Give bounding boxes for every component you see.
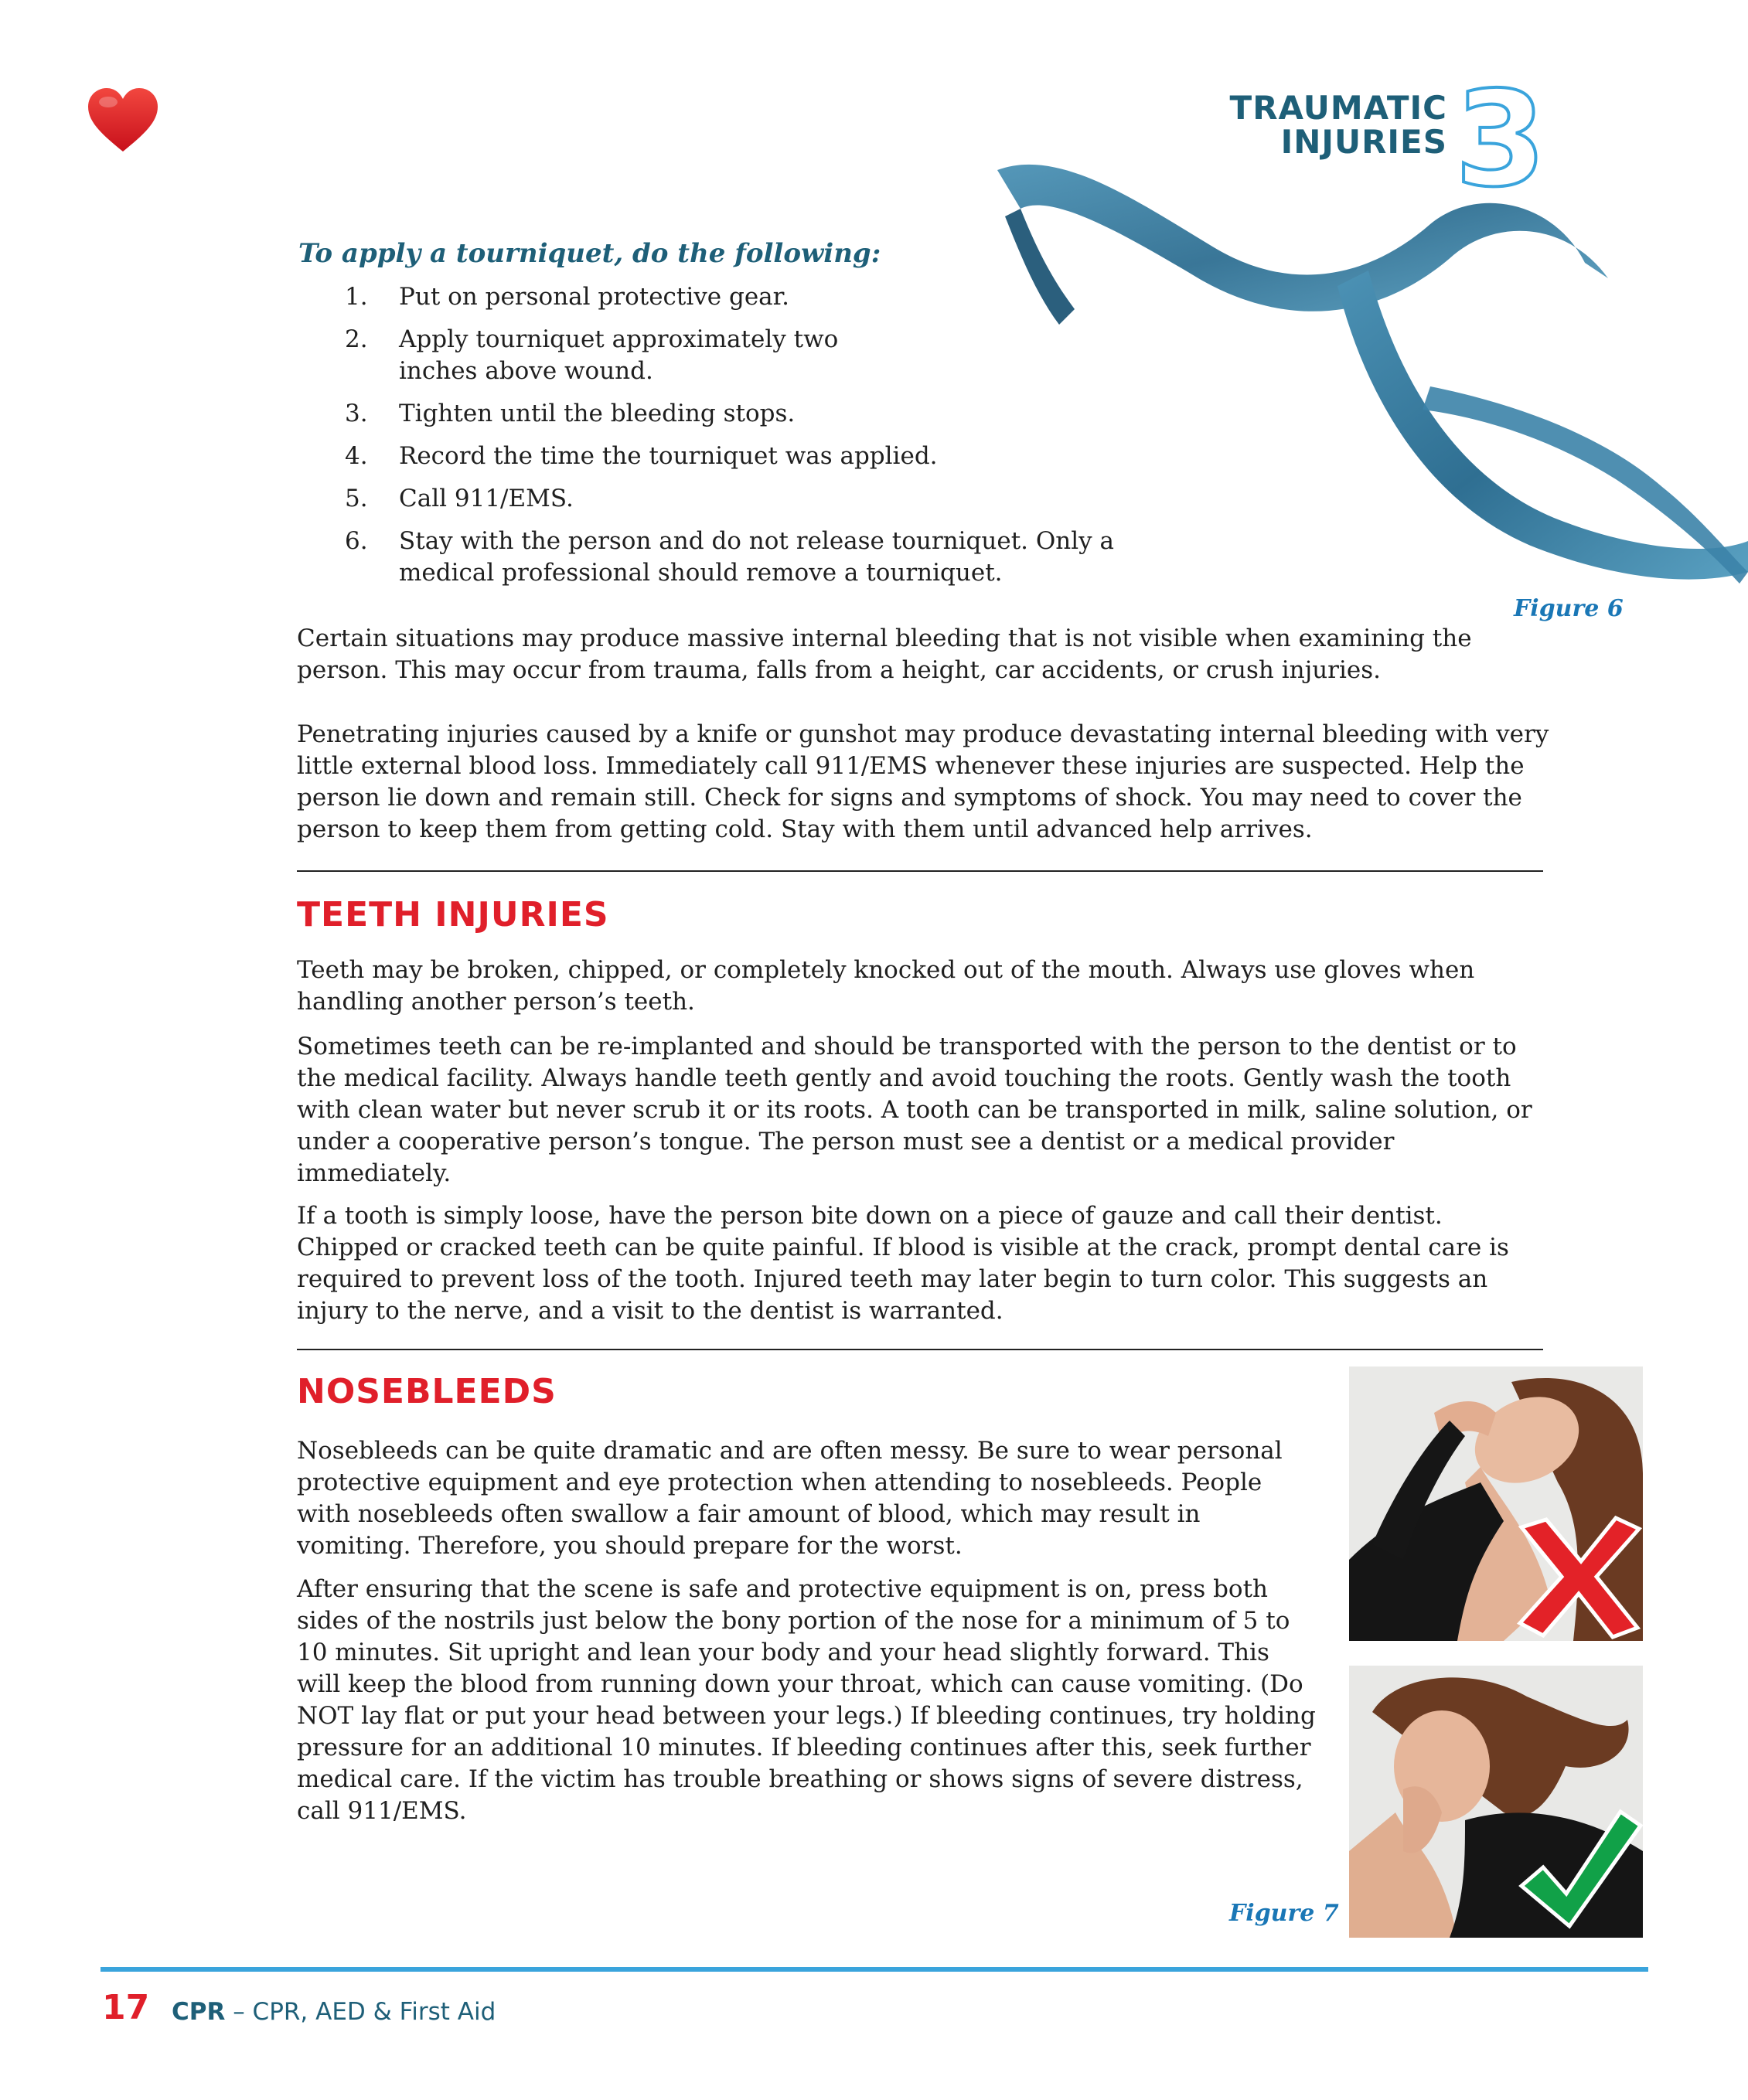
page-number: 17 — [102, 1988, 150, 2027]
teeth-paragraph-3: If a tooth is simply loose, have the person bite down on a piece of gauze and call their dentist. Chipped or cracked teeth can be quite painful. If blood is visible at the crack, prompt dental care is required to prevent loss of the tooth. Injured teeth may later begin to turn color. This suggests an injury to the nerve, and a visit to the dentist is warranted. — [297, 1202, 1509, 1325]
list-item — [345, 281, 1211, 313]
list-item — [345, 483, 1211, 515]
tourniquet-steps — [345, 281, 1211, 600]
figure-7-caption: Figure 7 — [1229, 1900, 1339, 1927]
step-text-continued: inches above wound. — [399, 357, 653, 385]
nosebleeds-paragraph-1: Nosebleeds can be quite dramatic and are often messy. Be sure to wear personal protective equipment and eye protection when attending to nosebleeds. People with nosebleeds often swallow a fair amount of blood, which may result in vomiting. Therefore, you should prepare for the worst. — [297, 1437, 1283, 1560]
step-number: 1. — [345, 283, 368, 311]
nosebleeds-heading: NOSEBLEEDS — [297, 1372, 557, 1411]
step-number: 3. — [345, 400, 368, 427]
nosebleed-incorrect-photo — [1349, 1367, 1643, 1641]
figure-6-caption: Figure 6 — [1514, 595, 1624, 622]
step-text: Stay with the person and do not release tourniquet. Only a — [399, 527, 1115, 555]
chapter-title-line1: TRAUMATIC — [1229, 89, 1447, 127]
teeth-injuries-heading: TEETH INJURIES — [297, 895, 609, 934]
nosebleeds-paragraph-2: After ensuring that the scene is safe and protective equipment is on, press both sides of the nostrils just below the bony portion of the nose for a minimum of 5 to 10 minutes. Sit upright and lean your body and your head slightly forward. This will keep the blood from running down your throat, which can cause vomiting. (Do NOT lay flat or put your head between your legs.) If bleeding continues, try holding pressure for an additional 10 minutes. If bleeding continues after this, seek further medical care. If the victim has trouble breathing or shows signs of severe distress, call 911/EMS. — [297, 1575, 1316, 1825]
nosebleed-correct-photo — [1349, 1666, 1643, 1938]
internal-bleeding-paragraph-2: Penetrating injuries caused by a knife or gunshot may produce devastating internal bleeding with very little external blood loss. Immediately call 911/EMS whenever these injuries are suspected. Help the person lie down and remain still. Check for signs and symptoms of shock. You may need to cover the person to keep them from getting cold. Stay with them until advanced help arrives. — [297, 720, 1549, 843]
heart-icon — [87, 87, 159, 153]
step-number: 5. — [345, 485, 368, 512]
footer-subtitle: – CPR, AED & First Aid — [225, 1998, 496, 2026]
step-text-continued: medical professional should remove a tourniquet. — [399, 559, 1003, 587]
teeth-paragraph-1: Teeth may be broken, chipped, or completely knocked out of the mouth. Always use gloves when handling another person’s teeth. — [297, 956, 1475, 1016]
footer-title — [172, 1998, 496, 2026]
step-text: Record the time the tourniquet was applied. — [399, 442, 938, 470]
step-text: Put on personal protective gear. — [399, 283, 789, 311]
step-number: 2. — [345, 325, 368, 353]
step-number: 6. — [345, 527, 368, 555]
step-text: Apply tourniquet approximately two — [399, 325, 839, 353]
list-item — [345, 398, 1211, 430]
chapter-title-line2: INJURIES — [1280, 123, 1447, 161]
chapter-number: 3 — [1454, 63, 1546, 216]
footer-rule — [101, 1967, 1648, 1972]
chapter-title — [1230, 91, 1447, 159]
list-item — [345, 441, 1211, 472]
tourniquet-lead: To apply a tourniquet, do the following: — [298, 238, 881, 269]
footer-brand: CPR — [172, 1998, 226, 2026]
correct-check-icon — [1515, 1801, 1643, 1932]
incorrect-x-icon — [1515, 1513, 1643, 1641]
step-text: Tighten until the bleeding stops. — [399, 400, 796, 427]
step-text: Call 911/EMS. — [399, 485, 574, 512]
internal-bleeding-paragraph-1: Certain situations may produce massive internal bleeding that is not visible when examining the person. This may occur from trauma, falls from a height, car accidents, or crush injuries. — [297, 625, 1472, 684]
section-divider — [297, 1349, 1543, 1350]
teeth-paragraph-2: Sometimes teeth can be re-implanted and should be transported with the person to the dentist or to the medical facility. Always handle teeth gently and avoid touching the roots. Gently wash the tooth with clean water but never scrub it or its roots. A tooth can be transported in milk, saline solution, or under a cooperative person’s tongue. The person must see a dentist or a medical provider immediately. — [297, 1033, 1532, 1187]
list-item — [345, 526, 1211, 589]
step-number: 4. — [345, 442, 368, 470]
section-divider — [297, 870, 1543, 872]
list-item — [345, 324, 1211, 387]
